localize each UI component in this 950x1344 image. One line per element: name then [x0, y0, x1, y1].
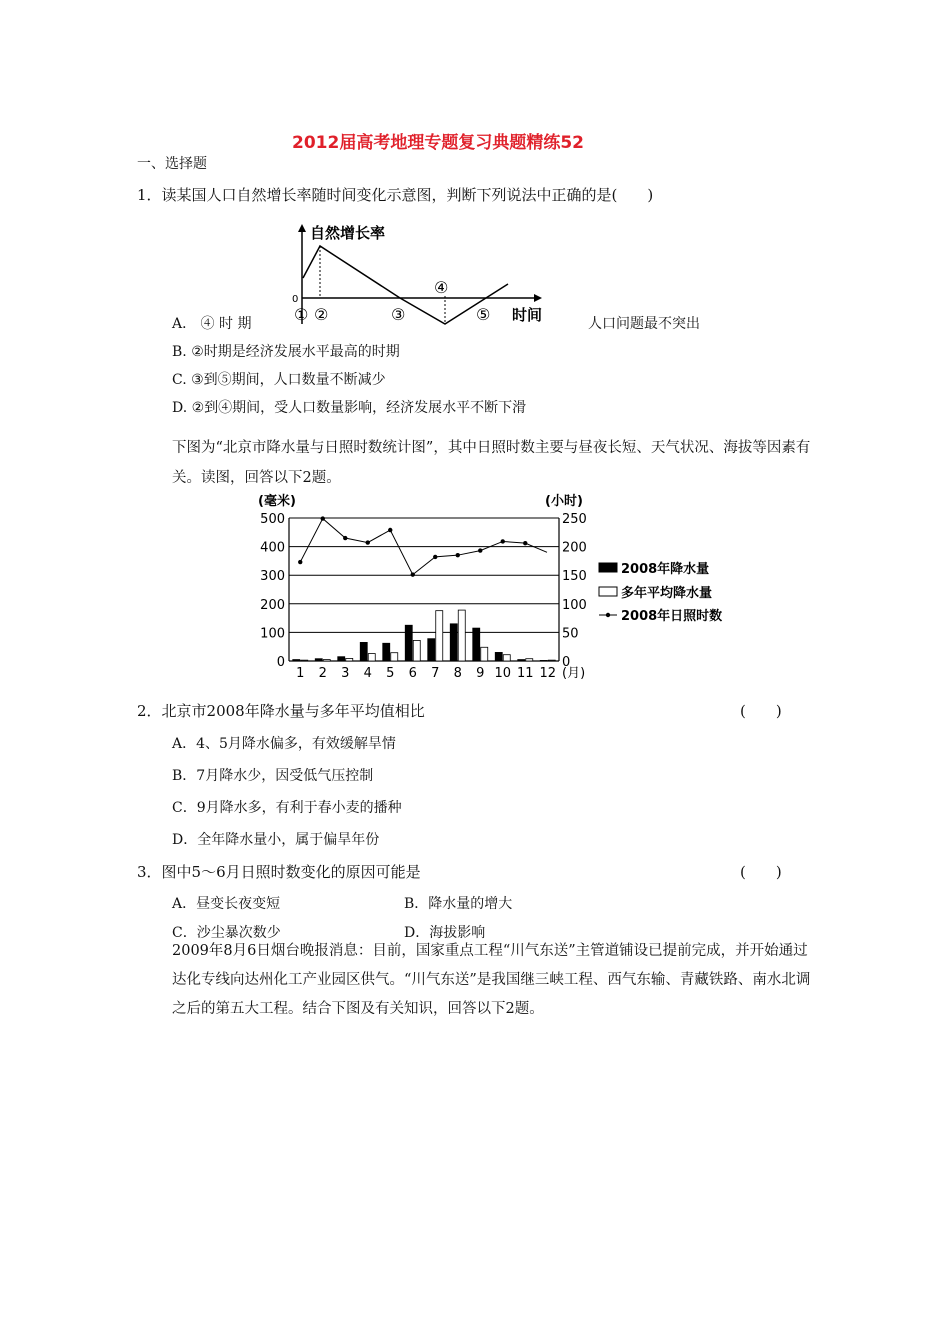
intro-2: 下图为“北京市降水量与日照时数统计图”，其中日照时数主要与昼夜长短、天气状况、海拔等因素有关。读图，回答以下2题。 — [172, 440, 811, 486]
bar-2008 — [473, 628, 480, 661]
legend-label-average: 多年平均降水量 — [621, 586, 713, 601]
bar-2008 — [428, 639, 435, 661]
sunshine-point — [411, 572, 415, 576]
sunshine-point — [321, 516, 325, 520]
bar-2008 — [360, 642, 367, 661]
legend-swatch-2008 — [599, 563, 617, 572]
sunshine-point — [523, 541, 527, 545]
fig1-marker-1: ① — [294, 305, 309, 324]
y-axis-label: (毫米) — [258, 494, 296, 509]
y2-tick-label: 50 — [562, 626, 579, 642]
y2-tick-label: 150 — [562, 569, 587, 585]
y-tick-label: 200 — [260, 597, 285, 613]
bar-average — [548, 660, 555, 661]
bar-2008 — [518, 660, 525, 661]
fig1-marker-2: ② — [314, 305, 329, 324]
bar-average — [413, 640, 420, 661]
x-tick-label: 1 — [296, 666, 305, 681]
q2-answer-paren: ( ) — [740, 702, 782, 720]
bar-average — [301, 660, 308, 661]
bar-average — [526, 659, 533, 661]
y2-tick-label: 200 — [562, 540, 587, 556]
y2-tick-label: 250 — [562, 512, 587, 527]
bar-2008 — [450, 624, 457, 661]
q3-option-a: A．昼变长夜变短 — [172, 896, 281, 912]
bar-2008 — [383, 643, 390, 661]
bar-average — [391, 653, 398, 661]
bar-average — [436, 611, 443, 661]
legend-label-sunshine: 2008年日照时数 — [621, 609, 723, 624]
y2-tick-label: 100 — [562, 597, 587, 613]
fig1-origin: 0 — [292, 294, 299, 305]
bar-2008 — [315, 659, 322, 661]
x-tick-label: 4 — [363, 666, 372, 681]
legend-swatch-average — [599, 587, 617, 596]
bar-average — [346, 658, 353, 661]
section-heading: 一、选择题 — [137, 156, 207, 172]
q2-option-b: B．7月降水少，因受低气压控制 — [172, 768, 374, 784]
q2-option-a: A．4、5月降水偏多，有效缓解旱情 — [172, 736, 396, 752]
q3-option-b: B．降水量的增大 — [404, 896, 513, 912]
y2-tick-label: 0 — [562, 655, 571, 670]
fig1-xlabel: 时间 — [512, 306, 543, 324]
q3-stem: 3．图中5～6月日照时数变化的原因可能是 — [137, 863, 421, 881]
x-tick-label: 11 — [516, 666, 534, 681]
bar-2008 — [405, 625, 412, 661]
q1-figure — [290, 222, 550, 332]
q3-option-d: D．海拔影响 — [404, 925, 486, 941]
q2-option-d: D．全年降水量小，属于偏旱年份 — [172, 832, 380, 848]
bar-average — [458, 610, 465, 661]
intro-3: 2009年8月6日烟台晚报消息：目前，国家重点工程“川气东送”主管道铺设已提前完成，并开始通过达化专线向达州化工产业园区供气。“川气东送”是我国继三峡工程、西气东输、青藏铁路、南水北调之后的第五大工程。结合下图及有关知识，回答以下2题。 — [172, 943, 811, 1017]
legend-swatch-sunshine-dot — [606, 613, 610, 617]
x-tick-label: 8 — [453, 666, 462, 681]
bar-2008 — [540, 660, 547, 661]
precip-sunshine-chart — [250, 493, 750, 685]
q1-option-c: C. ③到⑤期间，人口数量不断减少 — [172, 372, 386, 388]
y2-axis-label: (小时) — [545, 494, 583, 509]
q3-option-c: C．沙尘暴次数少 — [172, 925, 281, 941]
q2-stem: 2．北京市2008年降水量与多年平均值相比 — [137, 702, 425, 720]
sunshine-point — [343, 536, 347, 540]
bar-2008 — [293, 660, 300, 661]
bar-average — [503, 655, 510, 661]
fig1-marker-3: ③ — [391, 305, 406, 324]
y-tick-label: 300 — [260, 569, 285, 585]
fig1-ylabel: 自然增长率 — [310, 224, 386, 242]
sunshine-point — [501, 539, 505, 543]
y-tick-label: 400 — [260, 540, 285, 556]
x-axis-label: (月) — [562, 666, 586, 681]
x-tick-label: 12 — [539, 666, 557, 681]
sunshine-point — [366, 540, 370, 544]
page-title: 2012届高考地理专题复习典题精练52 — [292, 133, 584, 153]
q3-answer-paren: ( ) — [740, 863, 782, 881]
y-tick-label: 0 — [276, 655, 285, 670]
x-tick-label: 5 — [386, 666, 395, 681]
bar-average — [481, 647, 488, 661]
x-tick-label: 10 — [494, 666, 512, 681]
x-tick-label: 6 — [408, 666, 417, 681]
q1-option-d: D. ②到④期间，受人口数量影响，经济发展水平不断下滑 — [172, 400, 527, 416]
fig1-marker-5: ⑤ — [476, 305, 491, 324]
x-tick-label: 9 — [476, 666, 485, 681]
sunshine-point — [433, 555, 437, 559]
y-tick-label: 500 — [260, 512, 285, 527]
bar-average — [368, 654, 375, 661]
q1-option-b: B. ②时期是经济发展水平最高的时期 — [172, 344, 400, 360]
bar-average — [323, 660, 330, 661]
y-tick-label: 100 — [260, 626, 285, 642]
fig1-marker-4: ④ — [434, 278, 449, 297]
bar-2008 — [338, 657, 345, 661]
bar-2008 — [495, 652, 502, 661]
sunshine-point — [388, 528, 392, 532]
q1-stem: 1．读某国人口自然增长率随时间变化示意图，判断下列说法中正确的是( ) — [137, 186, 654, 204]
legend-label-2008: 2008年降水量 — [621, 562, 710, 577]
x-tick-label: 2 — [318, 666, 327, 681]
sunshine-point — [456, 553, 460, 557]
q1-option-a-right: 人口问题最不突出 — [588, 316, 700, 332]
sunshine-point — [298, 560, 302, 564]
sunshine-point — [478, 548, 482, 552]
x-tick-label: 7 — [431, 666, 440, 681]
q1-option-a-left: A． ④ 时 期 — [172, 316, 252, 332]
x-tick-label: 3 — [341, 666, 350, 681]
q2-option-c: C．9月降水多，有利于春小麦的播种 — [172, 800, 402, 816]
